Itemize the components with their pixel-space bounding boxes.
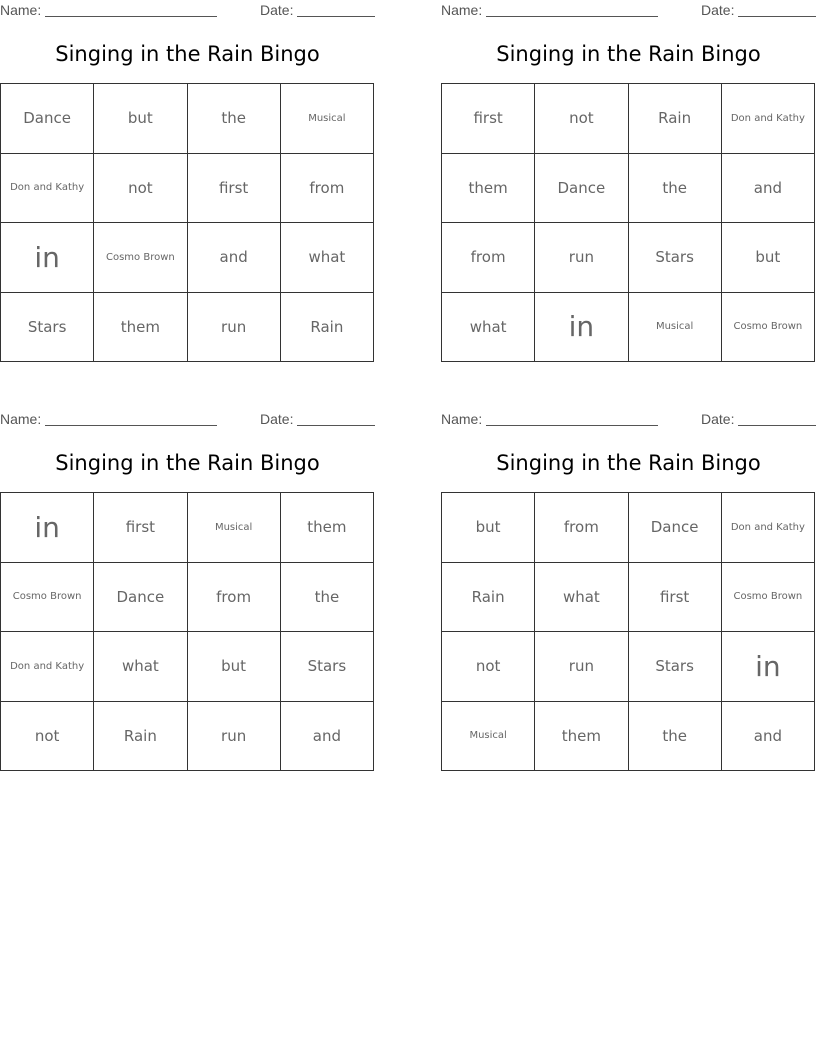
bingo-cell[interactable]: first [94,493,187,563]
date-label: Date: [701,411,735,427]
bingo-cell[interactable]: Stars [281,632,374,702]
bingo-cell[interactable]: the [188,84,281,154]
bingo-cell[interactable]: Cosmo Brown [722,563,815,633]
bingo-cell[interactable]: in [1,223,94,293]
name-label: Name: [0,2,42,18]
bingo-cell[interactable]: what [535,563,628,633]
card-header [0,2,375,20]
bingo-cell[interactable]: not [1,702,94,772]
card-title: Singing in the Rain Bingo [55,451,320,475]
bingo-cell[interactable]: in [1,493,94,563]
bingo-cell[interactable]: Musical [629,293,722,363]
bingo-cell[interactable]: run [188,702,281,772]
bingo-cell[interactable]: Musical [188,493,281,563]
bingo-cell[interactable]: Rain [442,563,535,633]
bingo-cell[interactable]: Don and Kathy [722,493,815,563]
bingo-cell[interactable]: and [722,154,815,224]
bingo-cell[interactable]: Musical [281,84,374,154]
bingo-cell[interactable]: run [535,632,628,702]
card-header [0,411,375,429]
name-blank-line [486,425,658,426]
bingo-cell[interactable]: and [188,223,281,293]
bingo-cell[interactable]: in [722,632,815,702]
bingo-cell[interactable]: Stars [629,632,722,702]
bingo-cell[interactable]: run [535,223,628,293]
bingo-cell[interactable]: them [281,493,374,563]
bingo-cell[interactable]: from [442,223,535,293]
bingo-grid [0,83,374,362]
bingo-cell[interactable]: but [722,223,815,293]
name-label: Name: [441,411,483,427]
bingo-cell[interactable]: not [535,84,628,154]
bingo-cell[interactable]: from [281,154,374,224]
bingo-cell[interactable]: not [442,632,535,702]
bingo-cell[interactable]: but [442,493,535,563]
bingo-cell[interactable]: first [629,563,722,633]
bingo-cell[interactable]: what [94,632,187,702]
bingo-grid [441,492,815,771]
bingo-cell[interactable]: and [722,702,815,772]
bingo-cell[interactable]: what [442,293,535,363]
name-blank-line [45,16,217,17]
bingo-cell[interactable]: Dance [629,493,722,563]
name-blank-line [45,425,217,426]
date-blank-line [738,16,816,17]
bingo-cell[interactable]: the [281,563,374,633]
name-label: Name: [441,2,483,18]
bingo-cell[interactable]: in [535,293,628,363]
bingo-cell[interactable]: Cosmo Brown [722,293,815,363]
card-header [441,2,816,20]
bingo-card-1 [0,0,375,362]
date-blank-line [738,425,816,426]
bingo-cell[interactable]: them [535,702,628,772]
bingo-cell[interactable]: first [188,154,281,224]
bingo-cell[interactable]: Rain [94,702,187,772]
bingo-cell[interactable]: and [281,702,374,772]
bingo-cell[interactable]: run [188,293,281,363]
bingo-cell[interactable]: from [188,563,281,633]
bingo-cell[interactable]: Don and Kathy [1,632,94,702]
bingo-cell[interactable]: Dance [535,154,628,224]
bingo-cell[interactable]: Don and Kathy [1,154,94,224]
bingo-cell[interactable]: Rain [281,293,374,363]
date-blank-line [297,425,375,426]
card-title: Singing in the Rain Bingo [496,451,761,475]
bingo-cell[interactable]: Stars [629,223,722,293]
bingo-cell[interactable]: from [535,493,628,563]
bingo-cell[interactable]: Cosmo Brown [1,563,94,633]
bingo-cell[interactable]: not [94,154,187,224]
bingo-grid [0,492,374,771]
card-title: Singing in the Rain Bingo [496,42,761,66]
card-header [441,411,816,429]
bingo-cell[interactable]: but [94,84,187,154]
date-label: Date: [260,2,294,18]
bingo-card-3 [0,409,375,771]
bingo-card-4 [441,409,816,771]
bingo-cell[interactable]: but [188,632,281,702]
bingo-cell[interactable]: what [281,223,374,293]
date-label: Date: [260,411,294,427]
card-title: Singing in the Rain Bingo [55,42,320,66]
bingo-grid [441,83,815,362]
bingo-cell[interactable]: Rain [629,84,722,154]
name-blank-line [486,16,658,17]
bingo-cell[interactable]: them [94,293,187,363]
bingo-cell[interactable]: them [442,154,535,224]
bingo-cell[interactable]: Dance [1,84,94,154]
date-label: Date: [701,2,735,18]
bingo-cell[interactable]: the [629,154,722,224]
bingo-cell[interactable]: Don and Kathy [722,84,815,154]
bingo-cell[interactable]: the [629,702,722,772]
bingo-cell[interactable]: Dance [94,563,187,633]
bingo-cell[interactable]: Cosmo Brown [94,223,187,293]
bingo-cell[interactable]: Stars [1,293,94,363]
name-label: Name: [0,411,42,427]
bingo-cell[interactable]: Musical [442,702,535,772]
bingo-cell[interactable]: first [442,84,535,154]
bingo-card-2 [441,0,816,362]
date-blank-line [297,16,375,17]
